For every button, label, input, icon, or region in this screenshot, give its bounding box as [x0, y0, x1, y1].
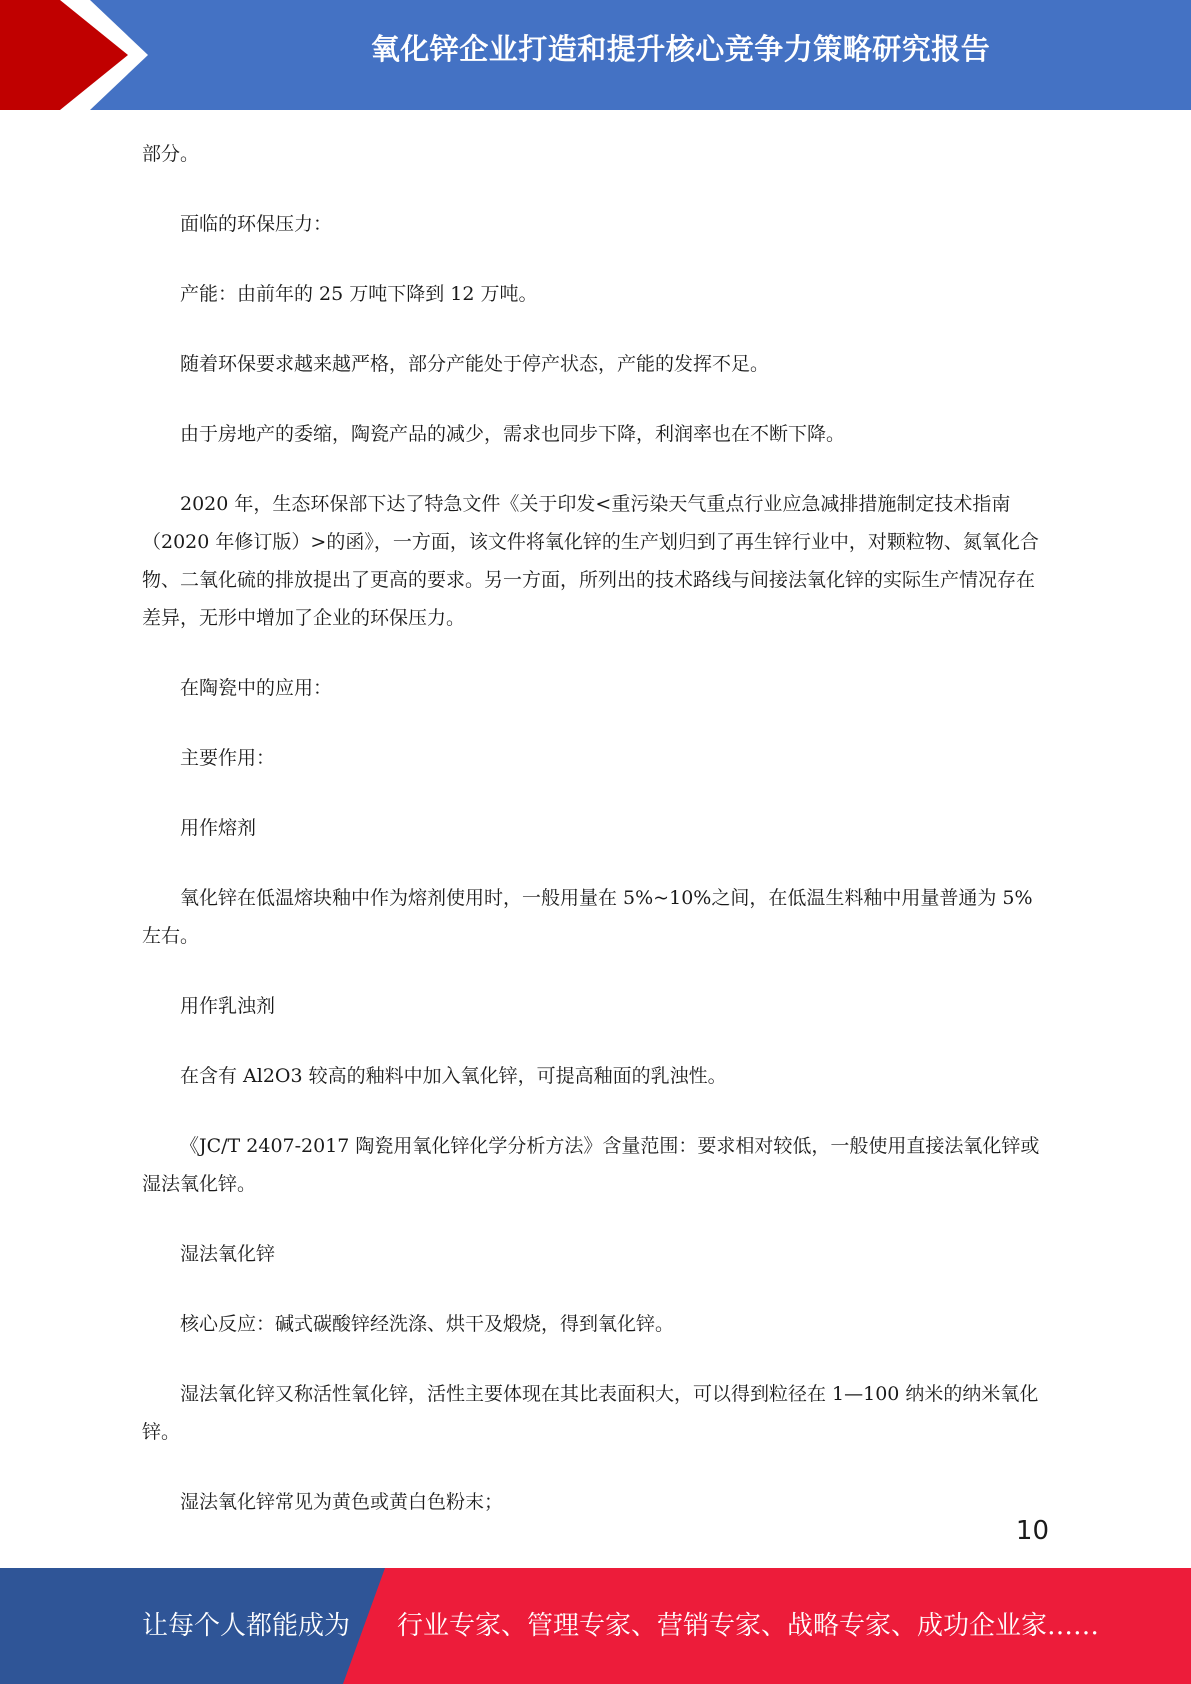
- paragraph: 在含有 Al2O3 较高的釉料中加入氧化锌，可提高釉面的乳浊性。: [180, 1065, 727, 1087]
- paragraph: 用作熔剂: [180, 817, 257, 839]
- footer-slogan-left: 让每个人都能成为: [142, 1611, 351, 1641]
- paragraph: 在陶瓷中的应用：: [180, 677, 333, 699]
- paragraph: 随着环保要求越来越严格，部分产能处于停产状态，产能的发挥不足。: [180, 353, 770, 375]
- paragraph: 由于房地产的委缩，陶瓷产品的减少，需求也同步下降，利润率也在不断下降。: [180, 423, 846, 445]
- page-footer: [0, 1568, 1191, 1684]
- paragraph: 湿法氧化锌: [180, 1243, 276, 1265]
- paragraph: 主要作用：: [180, 747, 276, 769]
- paragraph: 2020 年，生态环保部下达了特急文件《关于印发<重污染天气重点行业应急减排措施制定技术指南（2020 年修订版）>的函》，一方面，该文件将氧化锌的生产划归到了再生锌行业中，对颗粒物、氮氧化合物、二氧化硫的排放提出了更高的要求。另一方面，所列出的技术路线与间接法氧化锌的实际生产情况存在差异，无形中增加了企业的环保压力。: [142, 493, 1039, 629]
- paragraph: 部分。: [142, 143, 200, 165]
- paragraph: 产能：由前年的 25 万吨下降到 12 万吨。: [180, 283, 538, 305]
- paragraph: 用作乳浊剂: [180, 995, 276, 1017]
- paragraph: 面临的环保压力：: [180, 213, 333, 235]
- footer-slogan-right: 行业专家、管理专家、营销专家、战略专家、成功企业家……: [397, 1611, 1100, 1641]
- page-header: [0, 0, 1191, 110]
- paragraph: 湿法氧化锌常见为黄色或黄白色粉末；: [180, 1491, 504, 1513]
- page-number: 10: [1015, 1516, 1049, 1546]
- document-body: [142, 135, 1047, 1553]
- header-arrow-decoration: [0, 0, 170, 110]
- paragraph: 氧化锌在低温熔块釉中作为熔剂使用时，一般用量在 5%~10%之间，在低温生料釉中用量普通为 5%左右。: [142, 887, 1033, 947]
- paragraph: 《JC/T 2407-2017 陶瓷用氧化锌化学分析方法》含量范围：要求相对较低，一般使用直接法氧化锌或湿法氧化锌。: [142, 1135, 1040, 1195]
- paragraph: 核心反应：碱式碳酸锌经洗涤、烘干及煅烧，得到氧化锌。: [180, 1313, 675, 1335]
- report-title: 氧化锌企业打造和提升核心竞争力策略研究报告: [370, 32, 991, 66]
- paragraph: 湿法氧化锌又称活性氧化锌，活性主要体现在其比表面积大，可以得到粒径在 1—100 纳米的纳米氧化锌。: [142, 1383, 1039, 1443]
